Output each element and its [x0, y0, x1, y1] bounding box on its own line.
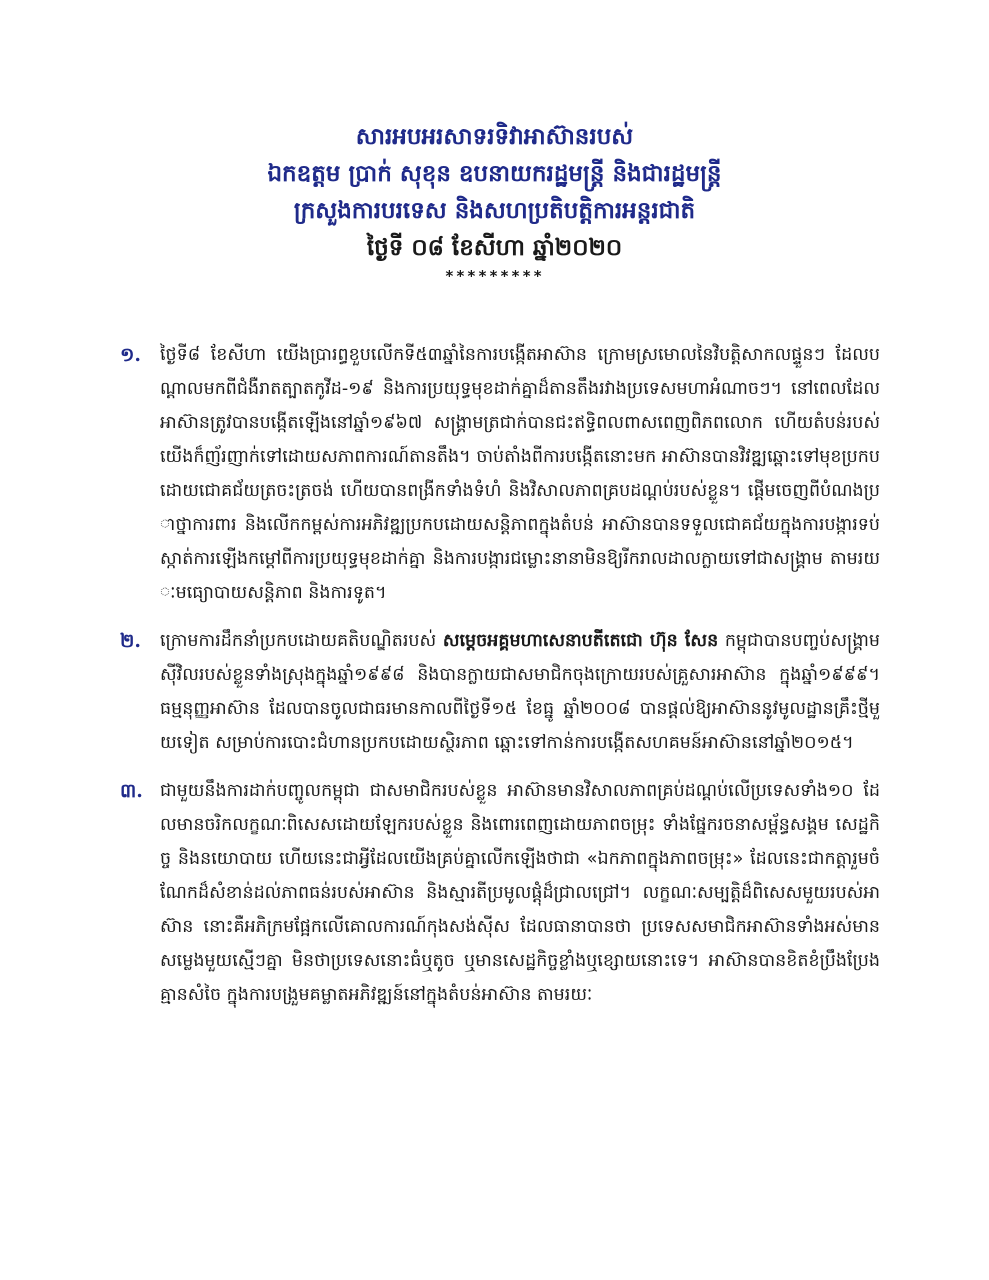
- header-title: សារអបអរសាទរទិវាអាស៊ានរបស់: [355, 123, 634, 150]
- paragraph-3: [120, 774, 880, 1012]
- paragraph-text: ថ្ងៃទី៨ ខែសីហា យើងប្រារព្ធខួបលើកទី៥៣ឆ្នាំនៃការបង្កើតអាស៊ាន ក្រោមស្រមោលនៃវិបត្តិសាកលផ្ទួនៗ ដែលបណ្ដាលមកពីជំងឺរាតត្បាតកូវីដ-១៩ និងការប្រយុទ្ធមុខដាក់គ្នាដ៏តានតឹងរវាងប្រទេសមហាអំណាចៗ។ នៅពេលដែលអាស៊ានត្រូវបានបង្កើតឡើងនៅឆ្នាំ១៩៦៧ សង្គ្រាមត្រជាក់បានជះឥទ្ធិពលពាសពេញពិភពលោក ហើយតំបន់របស់យើងក៏ញ័រញាក់ទៅដោយសភាពការណ៍តានតឹង។ ចាប់តាំងពីការបង្កើតនោះមក អាស៊ានបានវិវឌ្ឍឆ្ពោះទៅមុខប្រកបដោយជោគជ័យត្រចះត្រចង់ ហើយបានពង្រីកទាំងទំហំ និងវិសាលភាពគ្របដណ្ដប់របស់ខ្លួន។ ផ្ដើមចេញពីបំណងប្រាថ្នាការពារ និងលើកកម្ពស់ការអភិវឌ្ឍប្រកបដោយសន្តិភាពក្នុងតំបន់ អាស៊ានបានទទួលជោគជ័យក្នុងការបង្ការទប់ស្កាត់ការឡើងកម្ដៅពីការប្រយុទ្ធមុខដាក់គ្នា និងការបង្ការជម្លោះនានាមិនឱ្យរីករាលដាលក្លាយទៅជាសង្គ្រាម តាមរយៈមធ្យោបាយសន្តិភាព និងការទូត។: [160, 345, 880, 603]
- paragraph-2: [120, 624, 880, 760]
- paragraph-text-lead: ក្រោមការដឹកនាំប្រកបដោយគតិបណ្ឌិតរបស់: [160, 631, 443, 651]
- document-body: [120, 338, 880, 1026]
- header-author: ឯកឧត្តម ប្រាក់ សុខុន ឧបនាយករដ្ឋមន្ត្រី និងជារដ្ឋមន្ត្រី: [267, 160, 722, 187]
- paragraph-number: ៣.: [120, 780, 143, 802]
- header-date: ថ្ងៃទី ០៨ ខែសីហា ឆ្នាំ២០២០: [366, 234, 623, 261]
- paragraph-text-bold-name: សម្ដេចអគ្គមហាសេនាបតីតេជោ ហ៊ុន សែន: [442, 631, 719, 651]
- paragraph-number: ១.: [120, 344, 141, 366]
- header-separator-stars: *********: [444, 267, 545, 285]
- paragraph-text-rest: កម្ពុជាបានបញ្ចប់សង្គ្រាមស៊ីវិលរបស់ខ្លួនទាំងស្រុងក្នុងឆ្នាំ១៩៩៨ និងបានក្លាយជាសមាជិកចុងក្រោយរបស់គ្រួសារអាស៊ាន ក្នុងឆ្នាំ១៩៩៩។ ធម្មនុញ្ញអាស៊ាន ដែលបានចូលជាធរមានកាលពីថ្ងៃទី១៥ ខែធ្នូ ឆ្នាំ២០០៨ បានផ្ដល់ឱ្យអាស៊ាននូវមូលដ្ឋានគ្រឹះថ្មីមួយទៀត សម្រាប់ការបោះជំហានប្រកបដោយស្ថិរភាព ឆ្ពោះទៅកាន់ការបង្កើតសហគមន៍អាស៊ាននៅឆ្នាំ២០១៥។: [160, 631, 880, 753]
- header-ministry: ក្រសួងការបរទេស និងសហប្រតិបត្តិការអន្តរជាតិ: [293, 197, 696, 224]
- document-header: [0, 118, 989, 286]
- paragraph-text: [160, 624, 880, 760]
- paragraph-1: [120, 338, 880, 610]
- paragraph-text: ជាមួយនឹងការដាក់បញ្ចូលកម្ពុជា ជាសមាជិករបស់ខ្លួន អាស៊ានមានវិសាលភាពគ្រប់ដណ្ដប់លើប្រទេសទាំង១០ ដែលមានចរិកលក្ខណៈពិសេសដោយឡែករបស់ខ្លួន និងពោរពេញដោយភាពចម្រុះ ទាំងផ្នែករចនាសម្ព័ន្ធសង្គម សេដ្ឋកិច្ច និងនយោបាយ ហើយនេះជាអ្វីដែលយើងគ្រប់គ្នាលើកឡើងថាជា «ឯកភាពក្នុងភាពចម្រុះ» ដែលនេះជាកត្តារួមចំណែកដ៏សំខាន់ដល់ភាពធន់របស់អាស៊ាន និងស្មារតីប្រមូលផ្ដុំដ៏ជ្រាលជ្រៅ។ លក្ខណៈសម្បត្តិដ៏ពិសេសមួយរបស់អាស៊ាន នោះគឺអភិក្រមផ្អែកលើគោលការណ៍កុងសង់ស៊ីស ដែលធានាបានថា ប្រទេសសមាជិកអាស៊ានទាំងអស់មានសម្លេងមួយស្មើៗគ្នា មិនថាប្រទេសនោះធំឬតូច ឬមានសេដ្ឋកិច្ចខ្លាំងឬខ្សោយនោះទេ។ អាស៊ានបានខិតខំប្រឹងប្រែងគ្មានសំចៃ ក្នុងការបង្រួមគម្លាតអភិវឌ្ឍន៍នៅក្នុងតំបន់អាស៊ាន តាមរយៈ: [160, 781, 880, 1005]
- paragraph-number: ២.: [120, 630, 141, 652]
